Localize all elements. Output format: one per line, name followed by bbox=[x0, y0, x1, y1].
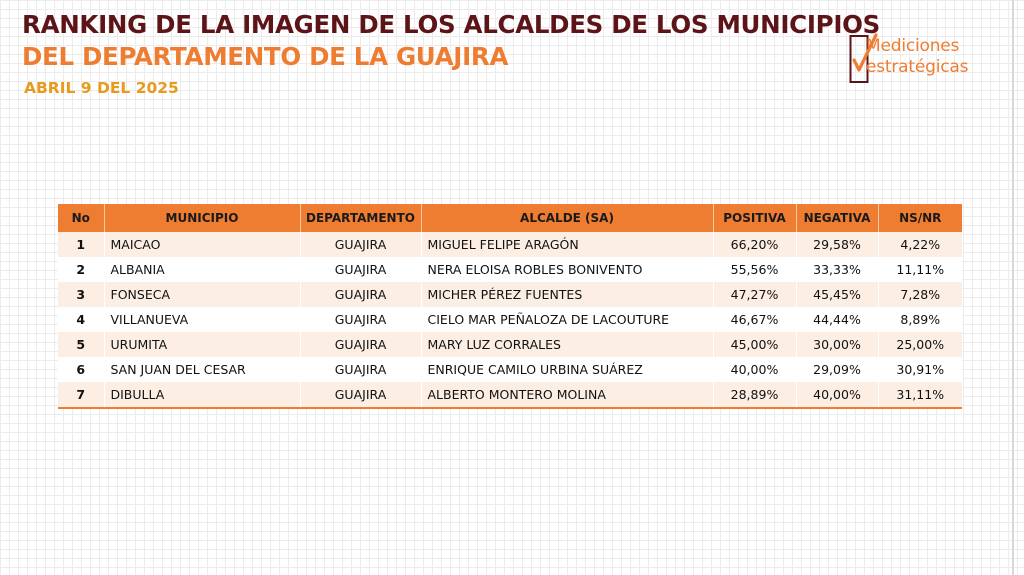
cell-municipio: ALBANIA bbox=[104, 257, 300, 282]
cell-departamento: GUAJIRA bbox=[300, 257, 421, 282]
logo-line-1: Mediciones bbox=[866, 36, 960, 56]
col-header-negativa: NEGATIVA bbox=[796, 204, 878, 232]
cell-nsnr: 8,89% bbox=[878, 307, 962, 332]
col-header-departamento: DEPARTAMENTO bbox=[300, 204, 421, 232]
cell-municipio: SAN JUAN DEL CESAR bbox=[104, 357, 300, 382]
cell-negativa: 29,58% bbox=[796, 232, 878, 257]
logo-wordmark bbox=[866, 36, 968, 78]
cell-no: 7 bbox=[58, 382, 104, 408]
cell-municipio: FONSECA bbox=[104, 282, 300, 307]
cell-municipio: VILLANUEVA bbox=[104, 307, 300, 332]
cell-departamento: GUAJIRA bbox=[300, 357, 421, 382]
cell-positiva: 47,27% bbox=[713, 282, 796, 307]
cell-alcalde: CIELO MAR PEÑALOZA DE LACOUTURE bbox=[421, 307, 713, 332]
cell-municipio: DIBULLA bbox=[104, 382, 300, 408]
cell-no: 3 bbox=[58, 282, 104, 307]
cell-positiva: 28,89% bbox=[713, 382, 796, 408]
cell-departamento: GUAJIRA bbox=[300, 307, 421, 332]
cell-negativa: 30,00% bbox=[796, 332, 878, 357]
cell-no: 2 bbox=[58, 257, 104, 282]
cell-alcalde: ALBERTO MONTERO MOLINA bbox=[421, 382, 713, 408]
cell-positiva: 46,67% bbox=[713, 307, 796, 332]
ranking-table bbox=[58, 204, 962, 409]
table-header-row bbox=[58, 204, 962, 232]
cell-alcalde: ENRIQUE CAMILO URBINA SUÁREZ bbox=[421, 357, 713, 382]
col-header-municipio: MUNICIPIO bbox=[104, 204, 300, 232]
title-line-2: DEL DEPARTAMENTO DE LA GUAJIRA bbox=[22, 42, 509, 71]
cell-departamento: GUAJIRA bbox=[300, 232, 421, 257]
cell-negativa: 44,44% bbox=[796, 307, 878, 332]
title-line-1: RANKING DE LA IMAGEN DE LOS ALCALDES DE LOS MUNICIPIOS bbox=[22, 10, 881, 39]
col-header-nsnr: NS/NR bbox=[878, 204, 962, 232]
col-header-alcalde: ALCALDE (SA) bbox=[421, 204, 713, 232]
cell-negativa: 33,33% bbox=[796, 257, 878, 282]
cell-departamento: GUAJIRA bbox=[300, 332, 421, 357]
cell-nsnr: 30,91% bbox=[878, 357, 962, 382]
cell-nsnr: 7,28% bbox=[878, 282, 962, 307]
col-header-no: No bbox=[58, 204, 104, 232]
cell-alcalde: MARY LUZ CORRALES bbox=[421, 332, 713, 357]
cell-alcalde: NERA ELOISA ROBLES BONIVENTO bbox=[421, 257, 713, 282]
cell-alcalde: MICHER PÉREZ FUENTES bbox=[421, 282, 713, 307]
cell-negativa: 45,45% bbox=[796, 282, 878, 307]
cell-no: 4 bbox=[58, 307, 104, 332]
table-row bbox=[58, 382, 962, 408]
cell-positiva: 45,00% bbox=[713, 332, 796, 357]
cell-positiva: 40,00% bbox=[713, 357, 796, 382]
table-row bbox=[58, 307, 962, 332]
table-row bbox=[58, 257, 962, 282]
cell-no: 1 bbox=[58, 232, 104, 257]
cell-nsnr: 4,22% bbox=[878, 232, 962, 257]
cell-no: 5 bbox=[58, 332, 104, 357]
cell-negativa: 40,00% bbox=[796, 382, 878, 408]
cell-alcalde: MIGUEL FELIPE ARAGÓN bbox=[421, 232, 713, 257]
cell-departamento: GUAJIRA bbox=[300, 382, 421, 408]
cell-departamento: GUAJIRA bbox=[300, 282, 421, 307]
cell-nsnr: 25,00% bbox=[878, 332, 962, 357]
table-row bbox=[58, 282, 962, 307]
cell-positiva: 55,56% bbox=[713, 257, 796, 282]
col-header-positiva: POSITIVA bbox=[713, 204, 796, 232]
table-row bbox=[58, 232, 962, 257]
cell-negativa: 29,09% bbox=[796, 357, 878, 382]
cell-municipio: MAICAO bbox=[104, 232, 300, 257]
cell-municipio: URUMITA bbox=[104, 332, 300, 357]
table-row bbox=[58, 357, 962, 382]
report-date: ABRIL 9 DEL 2025 bbox=[24, 79, 179, 97]
cell-positiva: 66,20% bbox=[713, 232, 796, 257]
cell-nsnr: 31,11% bbox=[878, 382, 962, 408]
logo-line-2: estratégicas bbox=[866, 57, 969, 77]
cell-nsnr: 11,11% bbox=[878, 257, 962, 282]
table-row bbox=[58, 332, 962, 357]
cell-no: 6 bbox=[58, 357, 104, 382]
